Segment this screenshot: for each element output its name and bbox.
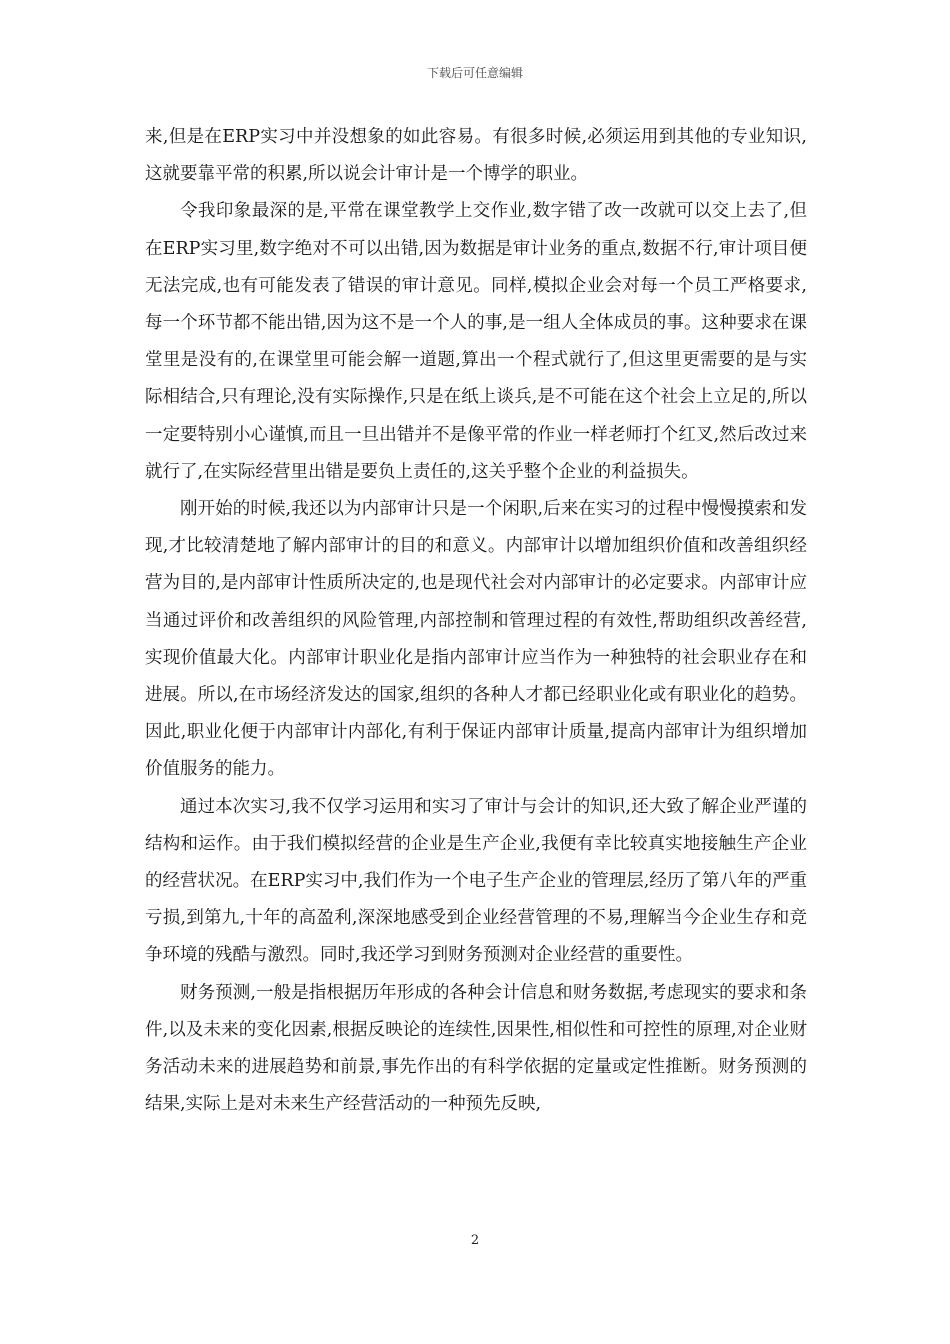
document-body <box>145 119 807 1123</box>
paragraph: 通过本次实习,我不仅学习运用和实习了审计与会计的知识,还大致了解企业严谨的结构和运作。由于我们模拟经营的企业是生产企业,我便有幸比较真实地接触生产企业的经营状况。在ERP实习中,我们作为一个电子生产企业的管理层,经历了第八年的严重亏损,到第九,十年的高盈利,深深地感受到企业经营管理的不易,理解当今企业生存和竞争环境的残酷与激烈。同时,我还学习到财务预测对企业经营的重要性。 <box>145 796 807 966</box>
paragraph: 财务预测,一般是指根据历年形成的各种会计信息和财务数据,考虑现实的要求和条件,以及未来的变化因素,根据反映论的连续性,因果性,相似性和可控性的原理,对企业财务活动未来的进展趋势和前景,事先作出的有科学依据的定量或定性推断。财务预测的结果,实际上是对未来生产经营活动的一种预先反映, <box>145 982 807 1115</box>
page-number: 2 <box>470 1233 480 1248</box>
paragraph: 令我印象最深的是,平常在课堂教学上交作业,数字错了改一改就可以交上去了,但在ERP实习里,数字绝对不可以出错,因为数据是审计业务的重点,数据不行,审计项目便无法完成,也有可能发表了错误的审计意见。同样,模拟企业会对每一个员工严格要求,每一个环节都不能出错,因为这不是一个人的事,是一组人全体成员的事。这种要求在课堂里是没有的,在课堂里可能会解一道题,算出一个程式就行了,但这里更需要的是与实际相结合,只有理论,没有实际操作,只是在纸上谈兵,是不可能在这个社会上立足的,所以一定要特别小心谨慎,而且一旦出错并不是像平常的作业一样老师打个红叉,然后改过来就行了,在实际经营里出错是要负上责任的,这关乎整个企业的利益损失。 <box>145 201 807 482</box>
page-header: 下载后可任意编辑 <box>426 66 523 80</box>
paragraph: 刚开始的时候,我还以为内部审计只是一个闲职,后来在实习的过程中慢慢摸索和发现,才比较清楚地了解内部审计的目的和意义。内部审计以增加组织价值和改善组织经营为目的,是内部审计性质所决定的,也是现代社会对内部审计的必定要求。内部审计应当通过评价和改善组织的风险管理,内部控制和管理过程的有效性,帮助组织改善经营,实现价值最大化。内部审计职业化是指内部审计应当作为一种独特的社会职业存在和进展。所以,在市场经济发达的国家,组织的各种人才都已经职业化或有职业化的趋势。因此,职业化便于内部审计内部化,有利于保证内部审计质量,提高内部审计为组织增加价值服务的能力。 <box>145 499 807 780</box>
paragraph-continued: 来,但是在ERP实习中并没想象的如此容易。有很多时候,必须运用到其他的专业知识,这就要靠平常的积累,所以说会计审计是一个博学的职业。 <box>145 127 807 185</box>
